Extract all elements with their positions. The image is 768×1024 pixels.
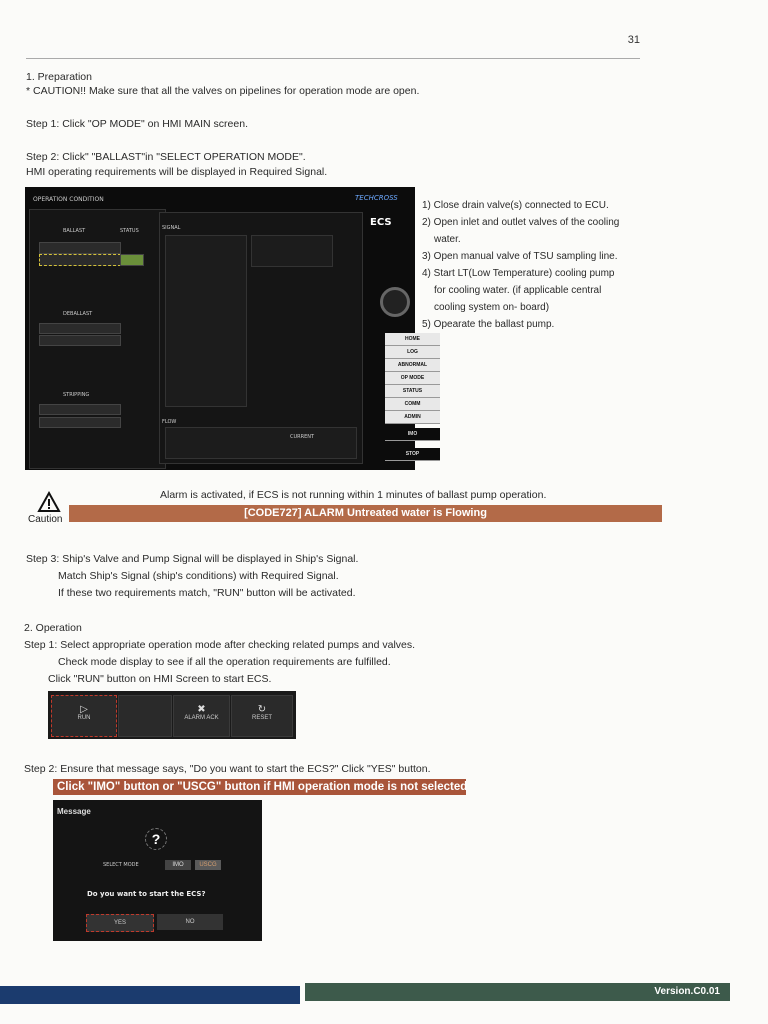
hmi-status-label: STATUS [120,228,139,234]
power-icon[interactable] [380,287,410,317]
nav-status[interactable]: STATUS [385,385,440,398]
hmi-button-bar [48,691,296,739]
hmi-stripping-label: STRIPPING [63,392,90,398]
note-item: 2) Open inlet and outlet valves of the cooling [422,217,620,228]
imo-uscg-highlight: Click "IMO" button or "USCG" button if HMI operation mode is not selected [53,779,466,795]
techcross-logo: TECHCROSS [355,194,398,202]
hmi-deballast-label: DEBALLAST [63,311,93,317]
prep-step2: Step 2: Click" "BALLAST"in "SELECT OPERATION MODE". [26,151,306,163]
nav-imo[interactable]: IMO [385,428,440,441]
step3-line1: Step 3: Ship's Valve and Pump Signal will be displayed in Ship's Signal. [26,553,359,565]
header-rule [26,58,640,59]
section-preparation-heading: 1. Preparation [26,71,92,83]
operation-step2: Step 2: Ensure that message says, "Do you want to start the ECS?" Click "YES" button. [24,763,431,775]
preparation-notes [422,197,642,333]
footer-left-band [0,986,300,1004]
nav-abnormal[interactable]: ABNORMAL [385,359,440,372]
section-operation-heading: 2. Operation [24,622,82,634]
hmi-flow-label: FLOW [162,419,177,425]
prep-step1: Step 1: Click "OP MODE" on HMI MAIN screen. [26,118,248,130]
hmi-signal-label: SIGNAL [162,225,181,231]
alarm-code-bar: [CODE727] ALARM Untreated water is Flowing [69,505,662,522]
nav-home[interactable]: HOME [385,333,440,346]
imo-option[interactable]: IMO [165,860,191,870]
nav-stop[interactable]: STOP [385,448,440,461]
hmi-title: OPERATION CONDITION [33,196,104,203]
nav-log[interactable]: LOG [385,346,440,359]
note-item: 1) Close drain valve(s) connected to ECU. [422,200,609,211]
message-title: Message [57,807,91,816]
hmi-screenshot [25,187,428,470]
operation-step1-detail: Check mode display to see if all the operation requirements are fulfilled. [58,656,391,668]
hmi-current-label: CURRENT [290,434,315,440]
note-item: 5) Opearate the ballast pump. [422,319,555,330]
blank-button [118,695,172,737]
caution-label: Caution [28,514,63,525]
hmi-ballast-label: BALLAST [63,228,86,234]
run-button[interactable]: ▷ RUN [51,695,117,737]
step3-line2: Match Ship's Signal (ship's conditions) with Required Signal. [58,570,339,582]
start-question: Do you want to start the ECS? [87,890,206,898]
no-button[interactable]: NO [157,914,223,930]
alarm-ack-button[interactable]: ✖ ALARM ACK [173,695,230,737]
ecs-logo: ECS [370,217,392,228]
message-dialog [53,800,262,941]
yes-button[interactable]: YES [86,914,154,932]
warning-icon [38,492,60,512]
page-number: 31 [627,34,640,46]
nav-comm[interactable]: COMM [385,398,440,411]
note-item: cooling system on- board) [434,302,550,313]
mute-icon: ✖ [197,704,206,715]
play-icon: ▷ [80,704,88,715]
select-mode-label: SELECT MODE [103,862,139,868]
reset-button[interactable]: ↻ RESET [231,695,293,737]
nav-admin[interactable]: ADMIN [385,411,440,424]
operation-step1-run: Click "RUN" button on HMI Screen to start ECS. [48,673,272,685]
nav-op-mode[interactable]: OP MODE [385,372,440,385]
alarm-description: Alarm is activated, if ECS is not running within 1 minutes of ballast pump operation. [160,489,547,501]
reset-icon: ↻ [257,704,267,715]
caution-line: * CAUTION!! Make sure that all the valves on pipelines for operation mode are open. [26,85,420,97]
operation-step1: Step 1: Select appropriate operation mode after checking related pumps and valves. [24,639,416,651]
note-item: water. [434,234,461,245]
note-item: for cooling water. (if applicable central [434,285,602,296]
note-item: 4) Start LT(Low Temperature) cooling pump [422,268,615,279]
uscg-option[interactable]: USCG [195,860,221,870]
question-icon: ? [145,828,167,850]
step3-line3: If these two requirements match, "RUN" button will be activated. [58,587,356,599]
note-item: 3) Open manual valve of TSU sampling line. [422,251,618,262]
prep-step2-detail: HMI operating requirements will be displayed in Required Signal. [26,166,328,178]
footer-version: Version.C0.01 [305,983,730,1001]
